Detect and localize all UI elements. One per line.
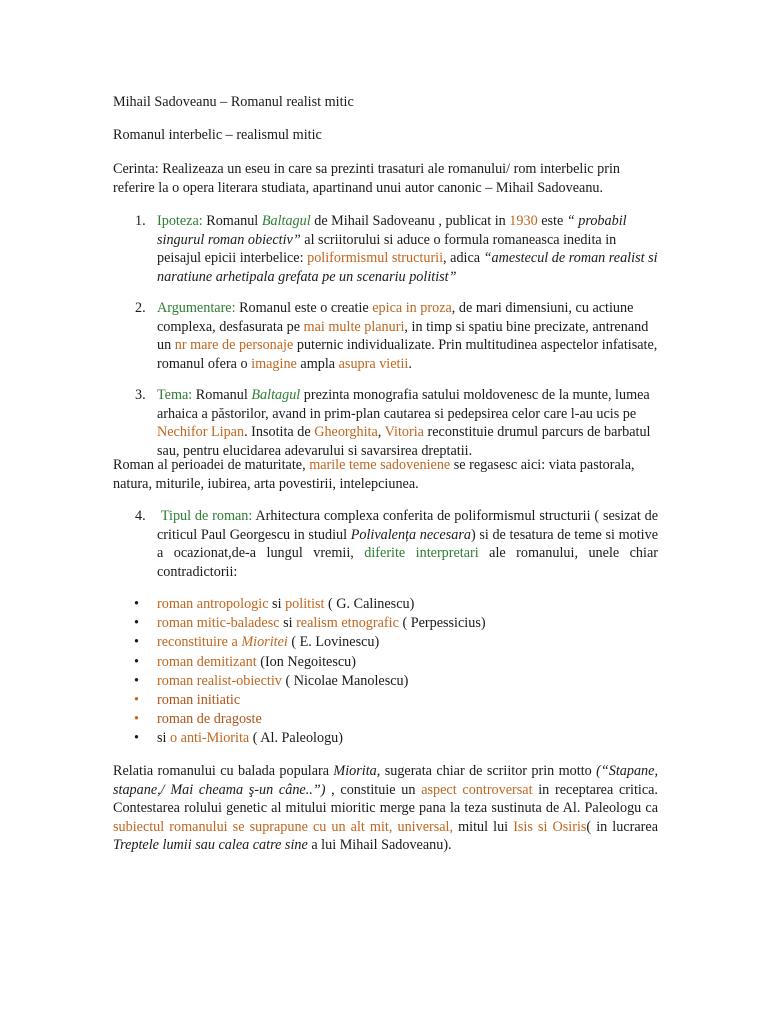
- highlight: Vitoria: [384, 424, 424, 440]
- quote: “amestecul de roman realist si naratiune arhetipala grefata pe un scenariu politist”: [157, 250, 658, 285]
- highlight: Isis si Osiris: [513, 818, 587, 835]
- year-highlight: 1930: [509, 213, 538, 229]
- argumentare-label: Argumentare:: [157, 300, 236, 316]
- text: a lui Mihail Sadoveanu).: [307, 837, 452, 853]
- bullet-icon: •: [134, 672, 139, 689]
- highlight: o anti-Miorita: [170, 730, 250, 747]
- text: Arhitectura complexa conferita de poliformismul structurii ( sesizat de criticul Paul Georgescu in studiul: [157, 508, 658, 543]
- text: prezinta monografia satului moldovenesc de la munte, lumea arhaica a păstorilor, avand in prim-plan cautarea si pedepsirea celor care l-au ucis pe: [157, 387, 650, 422]
- motto-quote: (“Stapane, stapane,/ Mai cheama ş-un câne..”): [113, 763, 658, 798]
- text: mitul lui: [453, 818, 514, 835]
- text: Roman al perioadei de maturitate,: [113, 457, 310, 473]
- highlight: roman realist-obiectiv: [157, 672, 282, 689]
- highlight: mai multe planuri: [303, 318, 405, 335]
- text: de Mihail Sadoveanu , publicat in: [310, 213, 510, 229]
- text: Romanul este o creatie: [235, 300, 373, 316]
- text: ( Al. Paleologu): [249, 730, 344, 747]
- highlight: nr mare de personaje: [174, 337, 294, 353]
- highlight: Gheorghita: [314, 424, 378, 440]
- highlight: aspect controversat: [421, 781, 533, 798]
- highlight: roman mitic-baladesc: [157, 615, 280, 632]
- list-item: [134, 710, 654, 729]
- interpretations-list: [134, 595, 654, 749]
- document-subtitle: Romanul interbelic – realismul mitic: [113, 127, 322, 143]
- baltagul-title: Baltagul: [251, 387, 301, 403]
- bullet-icon: •: [134, 730, 139, 747]
- text: (Ion Negoitescu): [256, 653, 356, 670]
- item-number: 3.: [135, 387, 146, 403]
- highlight: roman de dragoste: [157, 711, 262, 728]
- text: ( E. Lovinescu): [287, 634, 380, 651]
- highlight: imagine: [251, 355, 297, 372]
- tipul-paragraph: [157, 507, 658, 581]
- highlight: marile teme sadoveniene: [309, 457, 451, 473]
- text: si: [157, 730, 171, 747]
- text: ( Nicolae Manolescu): [281, 672, 409, 689]
- highlight: reconstituire a: [157, 634, 242, 651]
- bullet-icon: •: [134, 691, 139, 708]
- maturitate-paragraph: [113, 456, 658, 493]
- text: este: [537, 213, 567, 229]
- highlight: epica in proza: [372, 300, 452, 316]
- item-number: 4.: [135, 508, 146, 524]
- list-item: [134, 595, 654, 614]
- tema-label: Tema:: [157, 387, 193, 403]
- miorita-title: Mioritei: [241, 634, 288, 651]
- text: .: [408, 355, 412, 372]
- highlight: Nechifor Lipan: [157, 424, 245, 440]
- highlight: poliformismul structurii: [307, 250, 444, 266]
- list-item: [134, 672, 654, 691]
- bullet-icon: •: [134, 596, 139, 612]
- ipoteza-paragraph: [157, 212, 658, 286]
- text: , adica: [443, 250, 484, 266]
- text: ale romanului, unele chiar contradictorii:: [157, 545, 658, 580]
- highlight: asupra vietii: [338, 355, 409, 372]
- text: sugerata chiar de scriitor prin motto: [380, 763, 597, 779]
- text: se regasesc aici: viata pastorala, natura, miturile, iubirea, arta povestirii, intelepciunea.: [113, 457, 635, 492]
- highlight: realism etnografic: [296, 615, 399, 632]
- tema-paragraph: [157, 386, 658, 460]
- bullet-icon: •: [134, 711, 139, 728]
- list-item: [134, 633, 654, 652]
- miorita-title: Miorita,: [333, 763, 381, 779]
- baltagul-title: Baltagul: [261, 213, 311, 229]
- text: Romanul: [192, 387, 252, 403]
- quote: “ probabil singurul roman obiectiv”: [157, 213, 627, 248]
- argumentare-paragraph: [157, 299, 658, 373]
- highlight: diferite interpretari: [364, 545, 479, 561]
- text: si: [268, 596, 286, 612]
- bullet-icon: •: [134, 634, 139, 651]
- highlight: subiectul romanului se suprapune cu un alt mit, universal,: [113, 818, 454, 835]
- highlight: politist: [285, 596, 325, 612]
- highlight: roman demitizant: [157, 653, 257, 670]
- tipul-label: Tipul de roman:: [160, 508, 253, 524]
- text: si: [279, 615, 297, 632]
- highlight: roman antropologic: [157, 596, 269, 612]
- text: Relatia romanului cu balada populara: [113, 763, 334, 779]
- item-number: 2.: [135, 300, 146, 316]
- text: ( Perpessicius): [398, 615, 486, 632]
- treptele-title: Treptele lumii sau calea catre sine: [113, 837, 308, 853]
- bullet-icon: •: [134, 615, 139, 632]
- text: , de mari dimensiuni, cu actiune complexa, desfasurata pe: [157, 300, 634, 335]
- list-item: [134, 729, 654, 748]
- text: reconstituie drumul parcurs de barbatul sau, pentru elucidarea adevarului si savarsirea dreptatii.: [157, 424, 651, 459]
- text: , constituie un: [325, 781, 422, 798]
- text: Romanul: [202, 213, 262, 229]
- bullet-icon: •: [134, 653, 139, 670]
- text: puternic individualizate. Prin multitudinea aspectelor infatisate, romanul ofera o: [157, 337, 658, 372]
- text: al scriitorului si aduce o formula romaneasca inedita in peisajul epicii interbelice:: [157, 231, 617, 266]
- text: . Insotita de: [244, 424, 315, 440]
- text: ) si de tesatura de teme si motive a ocazionat,de-a lungul vremii,: [157, 526, 658, 561]
- list-item: [134, 653, 654, 672]
- list-item: [134, 614, 654, 633]
- item-number: 1.: [135, 213, 146, 229]
- polivalenta-title: Polivalența necesara: [350, 526, 471, 543]
- text: ampla: [296, 355, 339, 372]
- list-item: [134, 691, 654, 710]
- document-title: Mihail Sadoveanu – Romanul realist mitic: [113, 94, 354, 110]
- text: ,: [377, 424, 385, 440]
- cerinta-paragraph: Cerinta: Realizeaza un eseu in care sa prezinti trasaturi ale romanului/ rom interbelic prin referire la o opera literara studiata, apartinand unui autor canonic – Mihail Sadoveanu.: [113, 161, 620, 196]
- ipoteza-label: Ipoteza:: [157, 213, 203, 229]
- highlight: roman initiatic: [157, 691, 241, 708]
- text: , in timp si spatiu bine precizate, antrenand un: [157, 318, 649, 353]
- text: ( in lucrarea: [586, 818, 658, 835]
- text: in receptarea critica. Contestarea rolului genetic al mitului mioritic merge pana la teza sustinuta de Al. Paleologu ca: [113, 781, 658, 816]
- text: ( G. Calinescu): [324, 596, 415, 612]
- relatia-paragraph: [113, 762, 658, 855]
